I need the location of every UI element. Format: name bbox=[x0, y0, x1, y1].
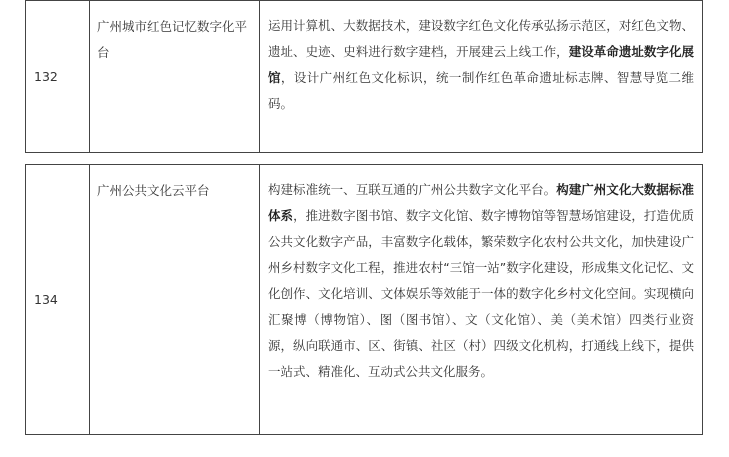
project-table-132 bbox=[25, 0, 703, 153]
desc-text: ，推进数字图书馆、数字文化馆、数字博物馆等智慧场馆建设，打造优质公共文化数字产品，丰富数字化载体，繁荣数字化农村公共文化，加快建设广州乡村数字文化工程，推进农村“三馆一站”数字化建设，形成集文化记忆、文化创作、文化培训、文体娱乐等效能于一体的数字化乡村文化空间。实现横向汇聚博（博物馆）、图（图书馆）、文（文化馆）、美（美术馆）四类行业资源，纵向联通市、区、街镇、社区（村）四级文化机构，打通线上线下，提供一站式、精准化、互动式公共文化服务。 bbox=[268, 208, 694, 379]
project-number: 134 bbox=[26, 165, 90, 435]
project-description bbox=[260, 1, 703, 153]
table-row bbox=[26, 1, 703, 153]
desc-text: 构建标准统一、互联互通的广州公共数字文化平台。 bbox=[268, 182, 557, 197]
desc-text: 运用计算机、大数据技术，建设数字红色文化传承弘扬示范区，对红色文物、遗址、史迹、史料进行数字建档，开展建云上线工作， bbox=[268, 18, 694, 59]
project-table-134 bbox=[25, 164, 703, 435]
desc-emphasis: 构建广州文化大数据标准体系 bbox=[268, 182, 694, 223]
project-name: 广州城市红色记忆数字化平台 bbox=[90, 1, 260, 153]
project-number: 132 bbox=[26, 1, 90, 153]
project-name: 广州公共文化云平台 bbox=[90, 165, 260, 435]
desc-text: ，设计广州红色文化标识，统一制作红色革命遗址标志牌、智慧导览二维码。 bbox=[268, 70, 694, 111]
desc-emphasis: 建设革命遗址数字化展馆 bbox=[268, 44, 694, 85]
table-row bbox=[26, 165, 703, 435]
project-description bbox=[260, 165, 703, 435]
